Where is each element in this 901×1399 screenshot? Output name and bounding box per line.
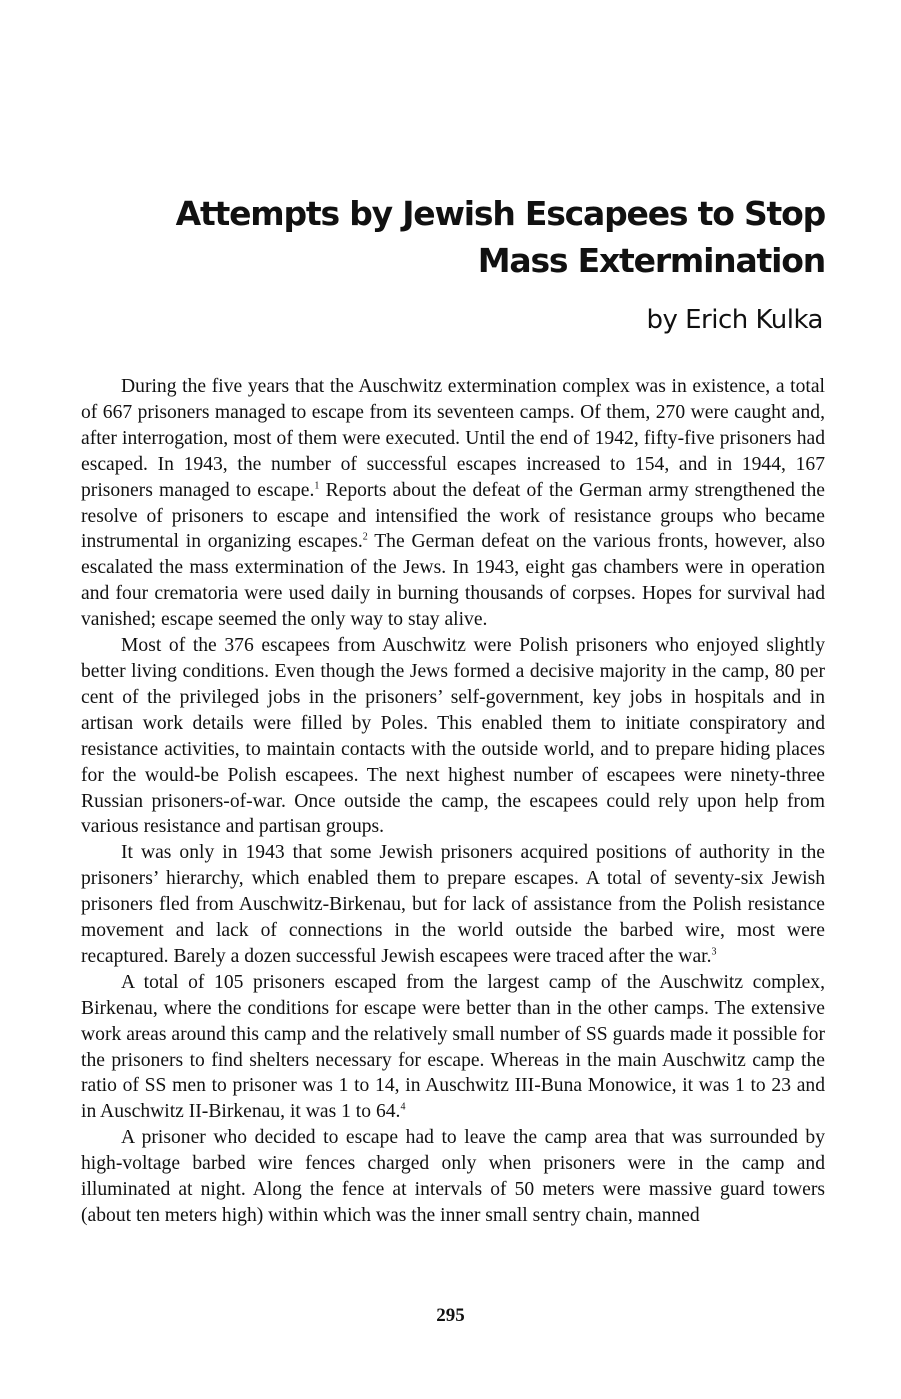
paragraph: Most of the 376 escapees from Auschwitz were Polish prisoners who enjoyed slightly better living conditions. Even though the Jews formed a decisive majority in the camp, 80 per cent of the privileged jobs in the prisoners’ self-government, key jobs in hospitals and in artisan work details were filled by Poles. This enabled them to initiate conspiratory and resistance activities, to maintain contacts with the outside world, and to prepare hiding places for the would-be Polish escapees. The next highest number of escapees were ninety-three Russian prisoners-of-war. Once outside the camp, the escapees could rely upon help from various resistance and partisan groups. — [81, 635, 825, 838]
title-line-2: Mass Extermination — [477, 241, 825, 280]
page-number: 295 — [436, 1305, 465, 1326]
footnote-marker: 2 — [362, 531, 368, 543]
footnote-marker: 1 — [314, 480, 320, 492]
title-line-1: Attempts by Jewish Escapees to Stop — [175, 194, 825, 233]
paragraph: A total of 105 prisoners escaped from the largest camp of the Auschwitz complex, Birkenau, where the conditions for escape were better than in the other camps. The extensive work areas around this camp and the relatively small number of SS guards made it possible for the prisoners to find shelters necessary for escape. Whereas in the main Auschwitz camp the ratio of SS men to prisoner was 1 to 14, in Auschwitz III-Buna Monowice, it was 1 to 23 and in Auschwitz II-Birkenau, it was 1 to 64.$^4$ — [81, 971, 825, 1123]
author-byline: by Erich Kulka — [646, 305, 823, 335]
paragraph: A prisoner who decided to escape had to leave the camp area that was surrounded by high-voltage barbed wire fences charged only when prisoners were in the camp and illuminated at night. Along the fence at intervals of 50 meters were massive guard towers (about ten meters high) within which was the inner small sentry chain, manned — [81, 1127, 825, 1226]
article-title — [176, 190, 825, 284]
footnote-marker: 4 — [400, 1101, 406, 1113]
footnote-marker: 3 — [711, 946, 717, 958]
paragraph: It was only in 1943 that some Jewish prisoners acquired positions of authority in the prisoners’ hierarchy, which enabled them to prepare escapes. A total of seventy-six Jewish prisoners fled from Auschwitz-Birkenau, but for lack of assistance from the Polish resistance movement and lack of connections in the world outside the barbed wire, most were recaptured. Barely a dozen successful Jewish escapees were traced after the war.$^3$ — [81, 842, 825, 967]
paragraph: During the five years that the Auschwitz extermination complex was in existence, a total of 667 prisoners managed to escape from its seventeen camps. Of them, 270 were caught and, after interrogation, most of them were executed. Until the end of 1942, fifty-five prisoners had escaped. In 1943, the number of successful escapes increased to 154, and in 1944, 167 prisoners managed to escape.$^1$ Reports about the defeat of the German army strengthened the resolve of prisoners to escape and intensified the work of resistance groups who became instrumental in organizing escapes.$^2$ The German defeat on the various fronts, however, also escalated the mass extermination of the Jews. In 1943, eight gas chambers were in operation and four crematoria were used daily in burning thousands of corpses. Hopes for survival had vanished; escape seemed the only way to stay alive. — [81, 376, 825, 631]
article-body — [81, 374, 825, 1229]
